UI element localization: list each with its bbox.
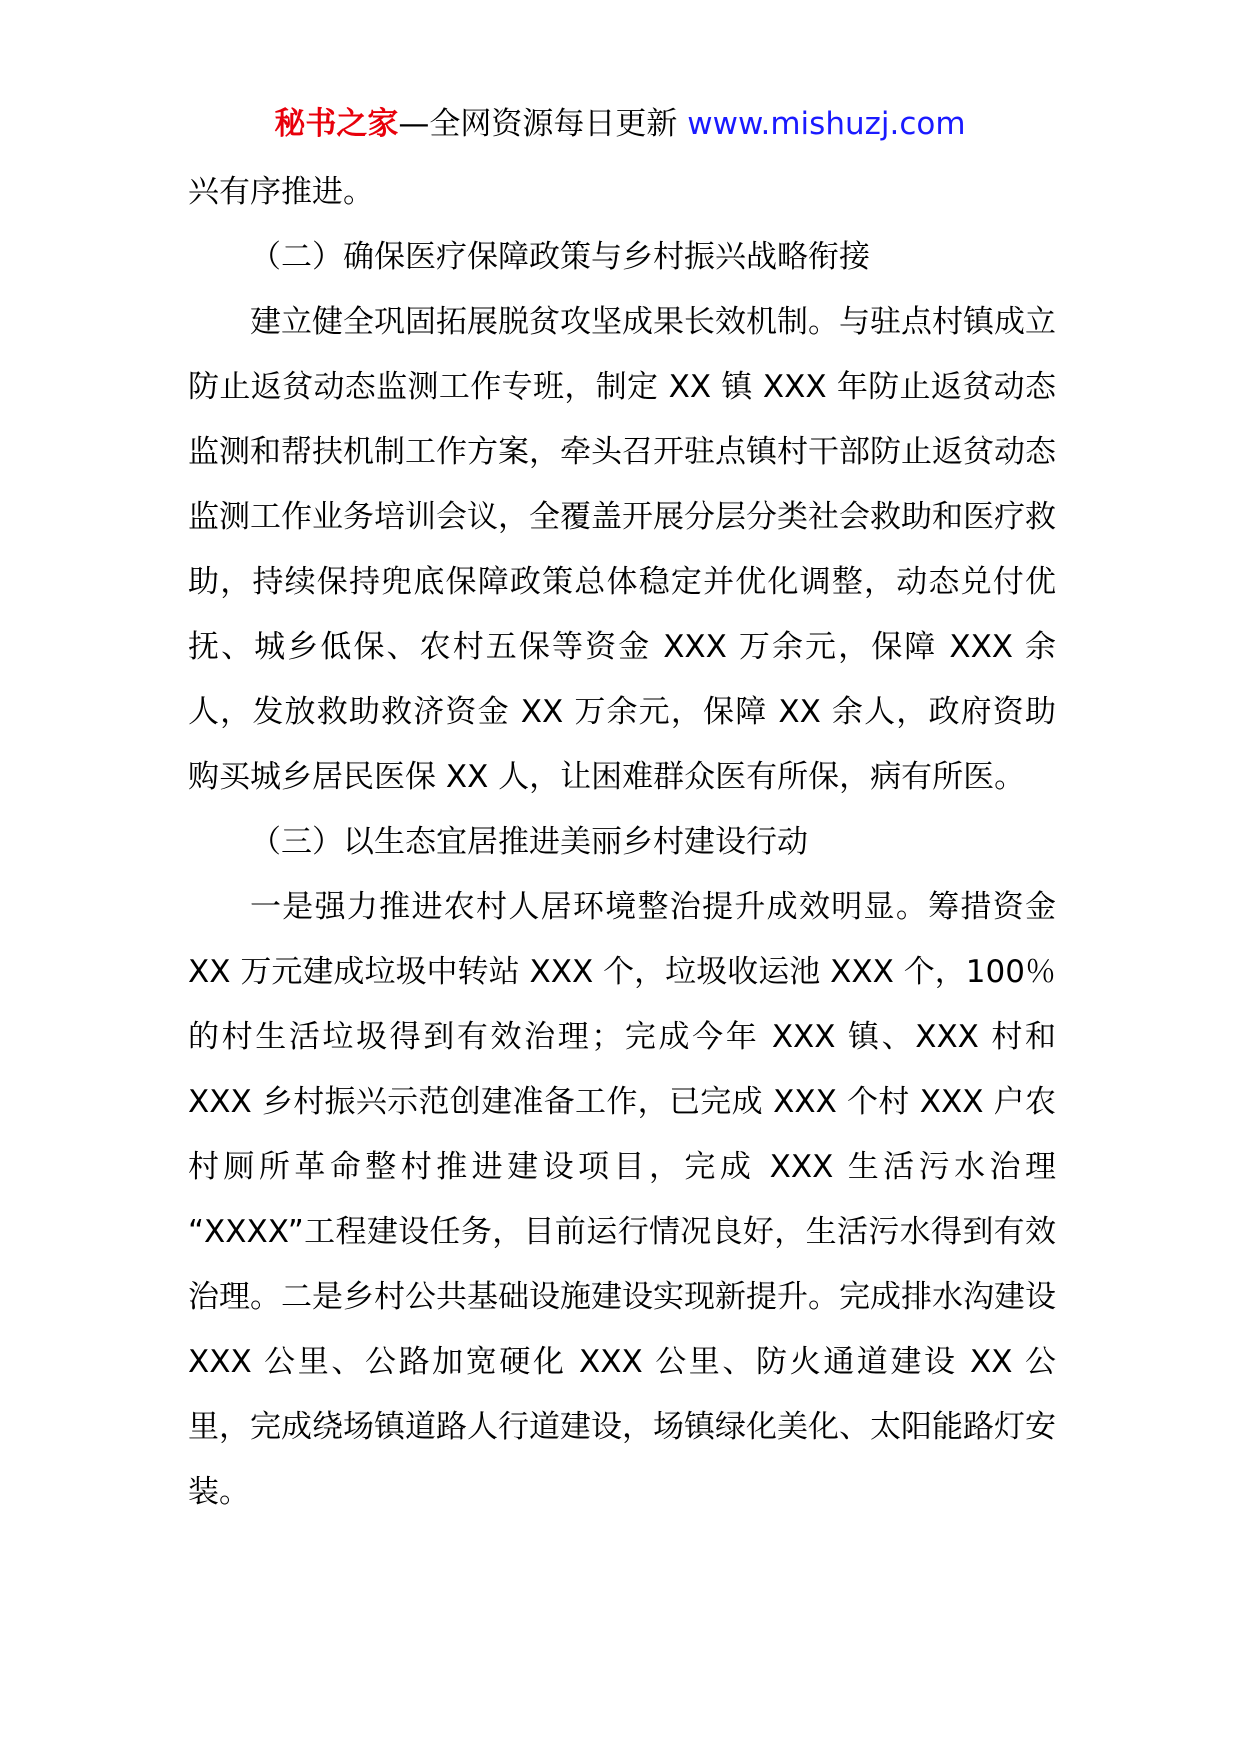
section-paragraph-2: 建立健全巩固拓展脱贫攻坚成果长效机制。与驻点村镇成立防止返贫动态监测工作专班，制定 XX 镇 XXX 年防止返贫动态监测和帮扶机制工作方案，牵头召开驻点镇村干部防止返贫动态监测工作业务培训会议，全覆盖开展分层分类社会救助和医疗救助，持续保持兜底保障政策总体稳定并优化调整，动态兑付优抚、城乡低保、农村五保等资金 XXX 万余元，保障 XXX 余人，发放救助救济资金 XX 万余元，保障 XX 余人，政府资助购买城乡居民医保 XX 人，让困难群众医有所保，病有所医。 (188, 304, 1056, 795)
site-tagline: —全网资源每日更新 (398, 106, 688, 142)
section-heading-2: （二）确保医疗保障政策与乡村振兴战略衔接 (250, 239, 870, 275)
site-url[interactable]: www.mishuzj.com (687, 106, 966, 142)
continuation-paragraph: 兴有序推进。 (188, 174, 374, 210)
document-body (188, 160, 1056, 1525)
site-brand: 秘书之家 (274, 106, 399, 142)
section-paragraph-3: 一是强力推进农村人居环境整治提升成效明显。筹措资金 XX 万元建成垃圾中转站 XXX 个，垃圾收运池 XXX 个，100％的村生活垃圾得到有效治理；完成今年 XXX 镇、XXX 村和 XXX 乡村振兴示范创建准备工作，已完成 XXX 个村 XXX 户农村厕所革命整村推进建设项目，完成 XXX 生活污水治理 “XXXX”工程建设任务，目前运行情况良好，生活污水得到有效治理。二是乡村公共基础设施建设实现新提升。完成排水沟建设 XXX 公里、公路加宽硬化 XXX 公里、防火通道建设 XX 公里，完成绕场镇道路人行道建设，场镇绿化美化、太阳能路灯安装。 (188, 889, 1056, 1510)
site-header (0, 102, 1240, 146)
section-heading-3: （三）以生态宜居推进美丽乡村建设行动 (250, 824, 808, 860)
